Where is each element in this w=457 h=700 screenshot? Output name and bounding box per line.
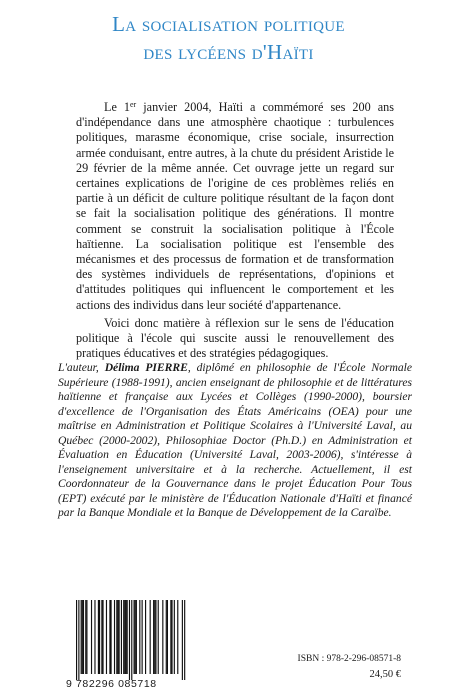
barcode-bar: [129, 600, 130, 680]
book-title-line-2: des lycéens d'Haïti: [143, 40, 314, 64]
summary-p1-superscript: er: [130, 100, 137, 109]
barcode-bar: [119, 600, 120, 674]
barcode-bar: [85, 600, 86, 674]
barcode-bar: [86, 600, 87, 674]
barcode-bar: [106, 600, 107, 674]
barcode-bar: [177, 600, 178, 674]
barcode-bar: [94, 600, 95, 674]
barcode-bar: [158, 600, 159, 674]
barcode-bar: [91, 600, 92, 674]
barcode-bar: [83, 600, 84, 674]
barcode-bar: [182, 600, 183, 680]
barcode-bar: [99, 600, 100, 674]
barcode-bar: [171, 600, 172, 674]
barcode-bar: [135, 600, 136, 674]
barcode-bar: [145, 600, 146, 674]
barcode-bar: [184, 600, 185, 680]
barcode-bar: [114, 600, 115, 674]
author-intro: L'auteur,: [58, 361, 105, 374]
barcode-bar: [127, 600, 128, 674]
barcode-bar: [116, 600, 117, 674]
barcode-bar: [76, 600, 77, 680]
barcode-bar: [155, 600, 156, 674]
barcode-bar: [166, 600, 167, 674]
isbn-number: ISBN : 978-2-296-08571-8: [297, 654, 401, 664]
barcode-bar: [162, 600, 163, 674]
barcode-bar: [142, 600, 143, 674]
summary-p1-start: Le 1: [104, 100, 130, 114]
isbn-barcode: [66, 600, 186, 692]
book-title-line-1: La socialisation politique: [112, 12, 345, 36]
barcode-bar: [121, 600, 122, 674]
barcode-bar: [124, 600, 125, 674]
price: 24,50 €: [369, 669, 401, 680]
barcode-bar: [109, 600, 110, 674]
barcode-bar: [98, 600, 99, 674]
summary-paragraph-1: [76, 100, 394, 313]
barcode-bar: [170, 600, 171, 674]
barcode-bar: [150, 600, 151, 674]
barcode-bar: [136, 600, 137, 674]
author-bio-text: , diplômé en philosophie de l'École Normale Supérieure (1988-1991), ancien enseignant de philosophie et de littératures haïtienne et française aux Lycées et Collèges (1990-2000), boursier d'excellence de l'Organisation des États Américains (OEA) pour une maîtrise en Administration et Politique Scolaires à l'Université Laval, au Québec (2000-2002), Philosophiae Doctor (Ph.D.) en Administration et Évaluation en Éducation (Université Laval, 2003-2006), s'intéresse à l'enseignement universitaire et à la recherche. Actuellement, il est Coordonnateur de la Gouvernance dans le projet Éducation Pour Tous (EPT) exécuté par le ministère de l'Éducation Nationale d'Haïti et financé par la Banque Mondiale et la Banque de Développement de la Caraïbe.: [58, 361, 412, 519]
barcode-bar: [101, 600, 102, 674]
back-cover-summary: [76, 100, 394, 364]
summary-paragraph-2: Voici donc matière à réflexion sur le sens de l'éducation politique à l'école qui suscite aussi le renouvellement des pratiques éducatives et des stratégies pédagogiques.: [76, 315, 394, 361]
author-name: Délima PIERRE: [104, 361, 188, 374]
barcode-bar: [81, 600, 82, 674]
barcode-bars: [66, 600, 186, 680]
book-title: [0, 10, 457, 66]
barcode-bar: [78, 600, 79, 680]
author-biography: [58, 361, 412, 521]
barcode-bar: [117, 600, 118, 674]
barcode-bar: [167, 600, 168, 674]
barcode-bar: [154, 600, 155, 674]
barcode-bar: [174, 600, 175, 674]
barcode-digits: 9 782296 085718: [66, 678, 157, 690]
barcode-bar: [111, 600, 112, 674]
barcode-bar: [153, 600, 154, 674]
summary-p1-body: janvier 2004, Haïti a commémoré ses 200 ans d'indépendance dans une atmosphère chaotique : turbulences politiques, marasme économique, crise sociale, insurrection armée conduisant, entre autres, à la chute du président Aristide le 29 février de la même année. Cet ouvrage jette un regard sur certaines explications de l'origine de ces problèmes reliés en partie à un déficit de culture politique résultant de la façon dont se fait la socialisation politique des générations. Il montre comment se construit la socialisation politique à l'École haïtienne. La socialisation politique est l'ensemble des mécanismes et des processus de formation et de transformation des systèmes individuels de représentations, d'opinions et d'attitudes politiques qui influencent le comportement et les actions des individus dans leur société d'appartenance.: [76, 100, 394, 312]
barcode-bar: [134, 600, 135, 674]
barcode-bar: [131, 600, 132, 680]
barcode-bar: [102, 600, 103, 674]
barcode-bar: [82, 600, 83, 674]
barcode-bar: [125, 600, 126, 674]
barcode-bar: [139, 600, 140, 674]
barcode-bar: [123, 600, 124, 674]
